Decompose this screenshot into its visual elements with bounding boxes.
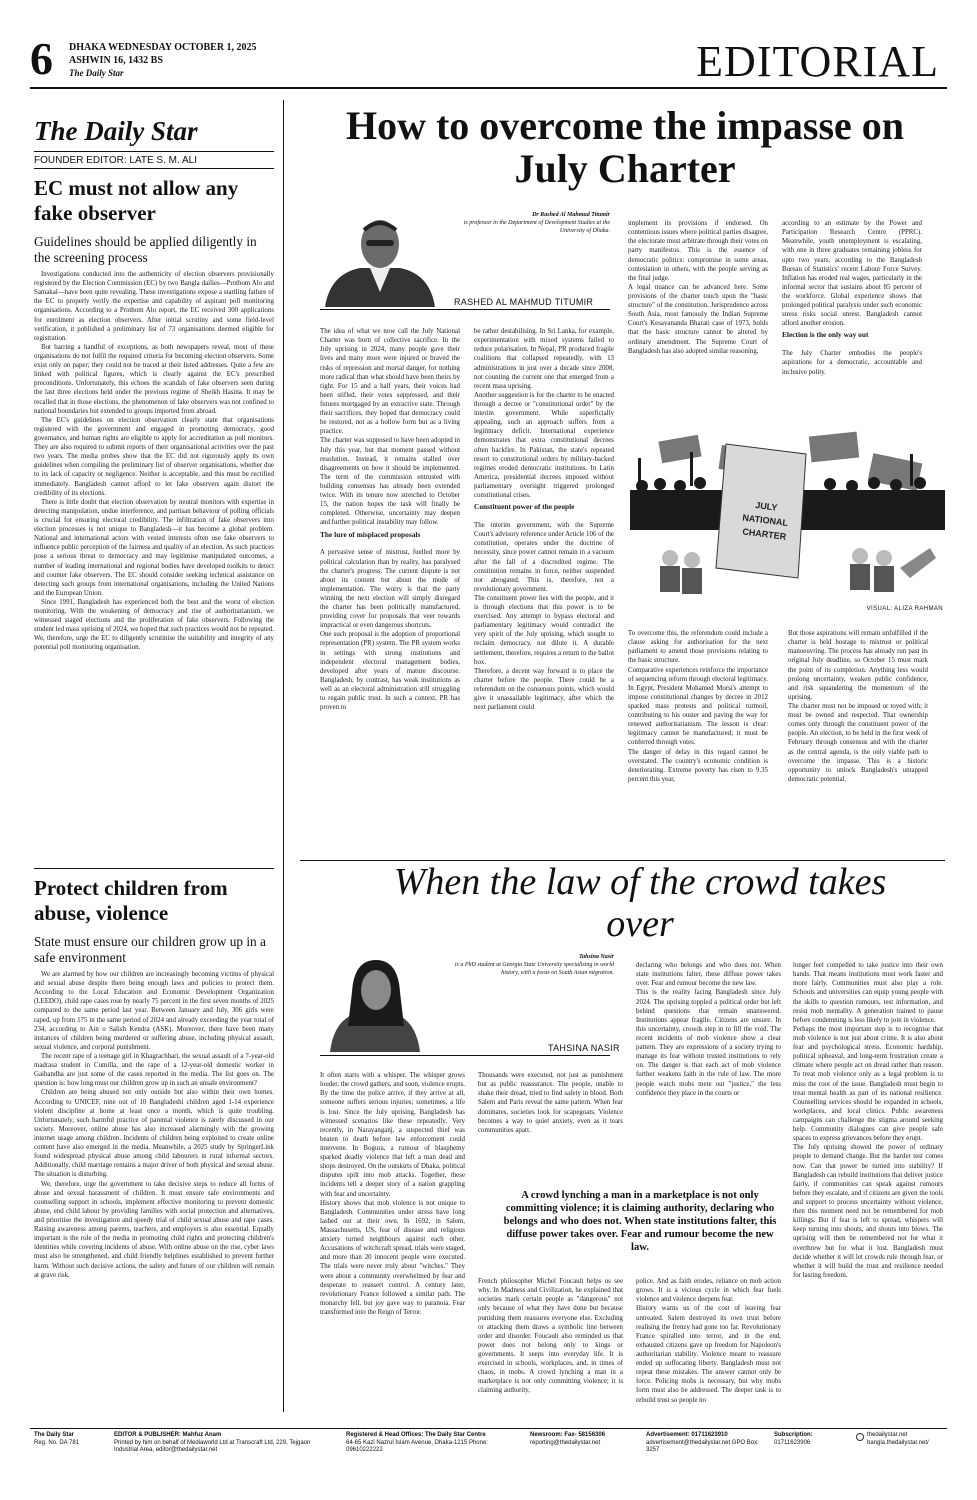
footer-sub-title: Subscription: [774, 1432, 813, 1438]
article2-col4 [793, 952, 943, 1420]
article1-col2b-text: The interim government, with the Supreme Court's advisory reference under Article 106 of the constitution, operates under the doctrine of necessity, since power cannot remain in a vacuum after the fall of a discredited regime. The constitution remains in force, neither suspended nor abrogated. This is, therefore, not a revolutionary government. The constituent power lies with the people, and it is through elections that this power is to be exercised. Any attempt to bypass electoral and parliamentary legitimacy would contradict the very spirit of the July uprising, which sought to reclaim democracy, not dilute it. A durable settlement, therefore, requires a return to the ballot box. Therefore, a decent way forward is to place the charter before the people. There could be a referendum on the consensus points, which would give it unassailable legitimacy, after which the next parliament could [474, 522, 614, 712]
article1-col1-text: The idea of what we now call the July National Charter was born of collective sacrifice. In the July uprising in 2024, many people gave their lives and many more were injured or braved the risks of repression and mortal danger, for nothing more radical than what should have been theirs by right. For 15 and a half years, their voices had been stifled, their votes suppressed, and their futures mortgaged by an extractive state. Through their sacrifices, they hoped that democracy could be restored, not as a hollow form but as a living practice. The charter was supposed to have been adopted in July this year, but that moment passed without resolution. Instead, it remains stalled over disagreements on how it should be implemented. The term of the commission entrusted with building consensus has already been extended twice. With its tenure now stretched to October 15, the nation hopes the task will finally be completed. Otherwise, uncertainty may deepen and further political instability may follow. [320, 328, 460, 527]
byline2-rule [320, 1055, 610, 1056]
footer-col-editor [114, 1432, 324, 1455]
page-number: 6 [30, 33, 53, 84]
byline1-rule [320, 309, 610, 310]
masthead-rule [30, 87, 947, 89]
article1-headline: How to overcome the impasse on July Charter [345, 103, 905, 192]
svg-text:NATIONAL: NATIONAL [741, 512, 789, 528]
article1-col1 [320, 318, 460, 866]
editorial1-title: EC must not allow any fake observer [34, 176, 239, 225]
editorial1-para: There is little doubt that election observation by neutral monitors with expertise in detecting manipulation, undue interference, and partisan behaviour of polling officials is crucial for ensuring electoral credibility. The infiltration of fake observers into election processes is not unique to Bangladesh—it has become a global problem. National and international actors with vested interests often use fake observers to influence public perception of the fairness and quality of an election. As such practices pose a serious threat to democracy and may legitimise manipulated outcomes, a number of leading international and regional bodies have developed toolkits to detect and counter fake observers. The EC should consider seeking technical assistance on detecting such groups from international organisations, including the United Nations and the European Union. [34, 498, 274, 597]
editorial2-para: We are alarmed by how our children are increasingly becoming victims of physical and sexual abuse despite there being enough laws and policies to protect them. According to the Local Education and Economic Development Organization (LEEDO), child rape cases rose by nearly 75 percent in the first seven months of 2025 compared to the same period last year. Between January and July, 306 girls were raped, up from 175 in the same period of 2024 and already exceeding the year total of 234, according to Ain o Salish Kendra (ASK). Moreover, there have been many instances of children being murdered or suffering abuse, including physical assault, sexual violence, and corporal punishment. [34, 971, 274, 1051]
founder-editor: FOUNDER EDITOR: LATE S. M. ALI [34, 155, 197, 166]
editorial2-title: Protect children from abuse, violence [34, 876, 228, 925]
founder-rule [34, 168, 274, 169]
footer-editor-title: EDITOR & PUBLISHER: Mahfuz Anam [114, 1432, 222, 1438]
newspaper-logo: The Daily Star [34, 116, 198, 146]
footer-editor-text: Printed by him on behalf of Mediaworld Ltd at Transcraft Ltd, 229, Tejgaon Industrial Area, editor@thedailystar.net [114, 1439, 311, 1453]
author1-bio-text: is professor in the Department of Development Studies at the University of Dhaka. [463, 219, 610, 234]
article1-col4c [788, 620, 928, 866]
visual-credit: VISUAL: ALIZA RAHMAN [866, 606, 943, 612]
dateline: DHAKA WEDNESDAY OCTOBER 1, 2025 [69, 42, 257, 53]
footer-col-subscription [774, 1432, 854, 1447]
article2-col3-text: declaring who belongs and who does not. When state institutions falter, these diffuse power takes over. Fear and rumour become the new law. This is the reality facing Bangladesh since July 2024. The uprising toppled a political order but left behind questions that remain unanswered. Institutions appear fragile. Citizens are unsure. In this uncertainty, crowds step in to fill the void. The recent incidents of mob violence show a clear pattern. They are expressions of a society trying to manage its fear without trusted institutions to rely on. The danger is that each act of mob violence further weakens faith in the rule of law. The more people watch mobs mete out "justice," the less confidence they place in the courts or [636, 962, 781, 1097]
article1-subhead-constituent: Constituent power of the people [474, 502, 575, 512]
footer-ad-title: Advertisement: 01711623910 [646, 1432, 728, 1438]
author1-photo [320, 212, 440, 307]
editorial1-para: The EC's guidelines on election observation clearly state that organisations registered with the government and engaged in promoting democracy, good governance, and human rights are eligible to apply for accreditation as poll monitors. They are also required to submit reports of their organisational activities over the past two years. The media probes show that the EC did not rigorously apply its own guidelines when compiling the preliminary list of observer organisations, whether due to its lack of capacity or negligence. Neither is acceptable, and this must be rectified immediately. Bangladesh cannot afford to let fake observers again distort the credibility of its elections. [34, 416, 274, 497]
svg-text:JULY: JULY [754, 500, 778, 513]
editorial1-para: But barring a handful of exceptions, as both newspapers reveal, most of these organisations do not fulfil the required criteria for becoming election observers. Some exist only on paper; they could not be traced at their listed addresses. Quite a few are linked with political figures, which is clearly against the EC's prescribed preconditions. Unfortunately, this echoes the scandals of fake observers seen during the last three elections held under the previous regime of Sheikh Hasina. It may be recalled that in those elections, the phenomenon of fake observers was not confined to national boundaries but extended to groups imported from abroad. [34, 343, 274, 415]
footer-office-text: 64-65 Kazi Nazrul Islam Avenue, Dhaka-1215 Phone: 09610222222 [346, 1439, 488, 1453]
section-title: EDITORIAL [696, 37, 939, 86]
footer-paper-reg: Reg. No. DA 781 [34, 1439, 80, 1446]
pullquote: A crowd lynching a man in a marketplace is not only committing violence; it is claiming authority, declaring who belongs and who does not. When state institutions falter, this diffuse power takes over. Fear and rumour become the new law. [503, 1190, 777, 1253]
footer-office-title: Registered & Head Offices: The Daily Star Centre [346, 1432, 486, 1438]
footer-rule [30, 1428, 947, 1429]
svg-text:CHARTER: CHARTER [741, 526, 787, 542]
editorial2-subtitle: State must ensure our children grow up in a safe environment [34, 934, 266, 965]
editorial1-para: Investigations conducted into the authenticity of election observers provisionally registered by the Election Commission (EC) by two Bangla dailies—Prothom Alo and Samakal—have been quite revealing. These investigations expose a startling failure of the EC to properly verify the expertise and capability of aspirant poll monitoring organisations. According to a Prothom Alo report, the EC received 300 applications for enrolment as election observers. After initial scrutiny and some field-level verification, it published a preliminary list of 73 organisations deemed eligible for registration. [34, 271, 274, 342]
author2-bio-name: Tahsina Nasir [579, 954, 614, 960]
article1-col3-text: implement its provisions if endorsed. On contentious issues where political parties disagree, the electorate must arbitrate through their votes on party manifestos. This is the essence of democratic politics: compromise in some areas, contestation in others, with the people serving as the final judge. A legal nuance can be advanced here. Some provisions of the charter touch upon the "basic structure" of the constitution. Jurisprudence across South Asia, most famously the Indian Supreme Court's Kesavananda Bharati case of 1973, holds that the basic structure cannot be altered by ordinary amendment. The Supreme Court of Bangladesh has also adopted similar reasoning. [628, 220, 768, 355]
article2-col1 [320, 1062, 465, 1422]
article2-col2b-text: French philosopher Michel Foucault helps us see why. In Madness and Civilization, he explained that societies mark certain people as "dangerous" not only because of what they have done but because punishing them reassures everyone else. Excluding or attacking them draws a symbolic line between order and disorder. Foucault also reminded us that power does not belong only to kings or governments. It seeps into everyday life. It is exercised in schools, workplaces, and, in times of chaos, in mobs. A crowd lynching a man in a marketplace is not only committing violence; it is claiming authority, [478, 1278, 623, 1395]
author2-bio [444, 954, 614, 977]
editorial1-para: Since 1991, Bangladesh has experienced both the best and the worst of election monitoring. With the weakening of democracy and rise of authoritarianism, we witnessed staged elections and the proliferation of fake observers. Following the student led mass uprising of 2024, we hoped that such practices would not be repeated. We, therefore, urge the EC to diligently scrutinise the suitability and integrity of any potential poll monitoring organisation. [34, 598, 274, 652]
july-charter-illustration [630, 428, 945, 604]
footer-col-office [346, 1432, 521, 1455]
editorial-divider [34, 868, 274, 869]
globe-icon [856, 1433, 864, 1441]
article2-col2-text: Thousands were executed, not just as punishment but as public reassurance. The people, unable to shake their dread, tried to find safety in blood. Both Salem and Paris reveal the same pattern. When fear dominates, societies look for scapegoats. Violence becomes a way to quiet anxiety, even as it tears communities apart. [478, 1072, 623, 1134]
small-logo: The Daily Star [69, 68, 124, 78]
editorial1-body [34, 270, 274, 862]
article1-col2 [474, 318, 614, 866]
footer-col-newsroom [530, 1432, 640, 1447]
author1-bio [440, 212, 610, 235]
editorial2-para: Children are being abused not only outside but also within their own homes. According to UNICEF, nine out of 10 Bangladeshi children aged 1-14 experience violent discipline at home at least once a month, which is quite troubling. Unfortunately, such harmful practice of parental violence is rarely discussed in our society. Moreover, online abuse has also increased alarmingly with the growing internet usage among children. Incidents of children being exploited to create online content have also emerged in the media. Meanwhile, a 2025 study by SpringerLink found widespread physical abuse among child labourers in rural informal sectors. Additionally, child marriage remains a major driver of both physical and sexual abuse. The situation is disturbing. [34, 1089, 274, 1179]
editorial1-subtitle: Guidelines should be applied diligently in the screening process [34, 234, 257, 265]
footer [34, 1432, 944, 1462]
editorial2-para: We, therefore, urge the government to take decisive steps to reduce all forms of abuse and sexual harassment of children. It must ensure safe environments and counselling support in schools, implement effective monitoring to prevent domestic abuse, end child labour by providing families with social protection and alternatives, and prioritise the investigation and speedy trial of child sexual abuse and rape cases. Raising awareness among parents, teachers, and employers is also essential. Equally important is the role of the media in promoting child rights and protecting children's identities while covering incidents of abuse. With online abuse on the rise, cyber laws must also be strengthened, and child friendly helplines established to prevent further harm. Without such decisive actions, the safety and future of our children will remain at grave risk. [34, 1180, 274, 1279]
footer-web-text: thedailystar.net bangla.thedailystar.net/ [867, 1432, 929, 1446]
article2-col2 [478, 1062, 623, 1174]
article2-col3b-text: police. And as faith erodes, reliance on mob action grows. It is a vicious cycle in which fear fuels violence and violence deepens fear. History warns us of the cost of leaving fear untreated. Salem destroyed its own trust before realising the frenzy had gone too far. Revolutionary France spiralled into terror, and in the end, exhausted citizens gave up freedom for Napoleon's authoritarian stability. Violence meant to reassure ended up suffocating liberty. Bangladesh must not repeat these mistakes. The answer cannot only be force. Policing mobs is necessary, but why mobs form must also be addressed. The deeper task is to rebuild trust so people no [636, 1278, 781, 1404]
article1-subhead-election: Election is the only way out [782, 330, 869, 340]
footer-ad-text: advertisement@thedailystar.net GPO Box: 3257 [646, 1439, 759, 1453]
footer-col-web [856, 1432, 944, 1447]
author2-bio-text: is a PhD student at Georgia State University specialising in world history, with a focus on South Asian migration. [454, 961, 614, 976]
footer-col-paper [34, 1432, 112, 1447]
author1-byline: RASHED AL MAHMUD TITUMIR [454, 297, 594, 307]
footer-newsroom-title: Newsroom: Fax- 58156306 [530, 1432, 606, 1438]
author2-byline: TAHSINA NASIR [548, 1043, 620, 1053]
editorial2-body [34, 970, 274, 1406]
author2-photo [320, 952, 430, 1052]
column-divider [283, 100, 284, 1412]
article1-col4 [782, 210, 922, 420]
article1-col3b [628, 620, 768, 866]
footer-col-advertisement [646, 1432, 766, 1455]
bangla-date: ASHWIN 16, 1432 BS [69, 55, 163, 66]
footer-sub-text: 01711623906 [774, 1439, 811, 1446]
article2-headline: When the law of the crowd takes over [393, 861, 887, 945]
article1-subhead-lure: The lure of misplaced proposals [320, 529, 421, 539]
footer-newsroom-text: reporting@thedailystar.net [530, 1439, 601, 1446]
article1-col4b-text: The July Charter embodies the people's aspirations for a democratic, accountable and inclusive polity. [782, 350, 922, 376]
article2-col4-text: longer feel compelled to take justice into their own hands. That means institutions must work faster and more fairly. Communities must also play a role. Schools and universities can equip young people with the skills to question rumours, test information, and resist mob mentality. A generation trained to pause before condemning is less likely to join in violence. Perhaps the most important step is to recognise that mob violence is not just about crime. It is also about fear and psychological stress. Economic hardship, political upheaval, and long-term frustration create a climate where people act on dread rather than reason. To treat mob violence only as a legal problem is to miss the root of the issue. Bangladesh must begin to treat mental health as part of its national resilience. Counselling services should be expanded in schools, workplaces, and local clinics. Public awareness campaigns can challenge the stigma around seeking help. Community dialogues can give people safe spaces to express grievances before they erupt. The July uprising showed the power of ordinary people to demand change. But the harder test comes now. Can that power be turned into stability? If Bangladesh can rebuild institutions that deliver justice fairly, if communities can speak against rumours before they escalate, and if citizens are given the tools and support to process uncertainty without violence, then this moment need not be remembered for mob killings. But if fear is left to spread, whispers will keep turning into shouts, and shouts into blows. The uprising will then be remembered not for what it overthrew but for what it lost. Bangladesh must decide whether it will let crowds rule through fear, or whether it will build the trust and resilience needed for lasting freedom. [793, 962, 943, 1279]
logo-rule [34, 151, 274, 152]
article2-col2b [478, 1268, 623, 1422]
author1-bio-name: Dr Rashed Al Mahmud Titumir [532, 212, 610, 218]
article1-col4-text: according to an estimate by the Power and Participation Research Centre (PPRC). Meanwhile, youth unemployment is escalating, with one in three graduates remaining jobless for upto two years, according to the Bangladesh Bureau of Statistics' recent Labour Force Survey. Inflation has eroded real wages, particularly in the informal sector that sustains about 85 percent of the workforce. Global experience shows that prolonged political paralysis under such economic stress risks social unrest. Bangladesh cannot afford another erosion. [782, 220, 922, 328]
article2-col1-text: It often starts with a whisper. The whisper grows louder, the crowd gathers, and soon, violence erupts. By the time the police arrive, if they arrive at all, someone suffers serious injuries; sometimes, a life is lost. Since the July uprising, Bangladesh has witnessed scenarios like these repeatedly. Very recently, in Narayanganj, a suspected thief was beaten to death before law enforcement could intervene. In Bogura, a rumour of blasphemy sparked deadly violence that left a man dead and shops destroyed. On the outskirts of Dhaka, political disputes spilt into mob attacks. Together, these incidents tell a deeper story of a nation grappling with fear and uncertainty. History shows that mob violence is not unique to Bangladesh. Communities under stress have long lashed out at their own. In 1692, in Salem, Massachusetts, US, fear of disease and religious anxiety turned neighbours against each other. Accusations of witchcraft spread, trials were staged, and more than 20 innocent people were executed. The trials were never truly about "witches." They were about a community overwhelmed by fear and desperate to reassert control. A century later, revolutionary France followed a similar path. The monarchy fell, but joy gave way to paranoia. Fear transformed into the Reign of Terror. [320, 1072, 465, 1316]
article1-col2-text: be rather destabilising. In Sri Lanka, for example, experimentation with mixed systems failed to reduce polarisation. In Nepal, PR produced fragile coalitions that collapsed repeatedly, with 13 administrations in just over a decade since 2008, not counting the current one that emerged from a recent mass uprising. Another suggestion is for the charter to be enacted through a decree or "constitutional order" by the interim government. While superficially appealing, such an approach suffers from a legitimacy deficit. International experience demonstrates that extra constitutional decrees often backfire. In Pakistan, the state's repeated resort to constitutional orders by military-backed regimes eroded democratic institutions. In Latin America, presidential decrees imposed without parliamentary oversight triggered prolonged constitutional crises. [474, 328, 614, 500]
article1-col4c-text: But those aspirations will remain unfulfilled if the charter is held hostage to mistrust or political manoeuvring. The process has already run past its original July deadline, so October 15 must mark the point of its completion. Anything less would prolong uncertainty, weaken public confidence, and risk squandering the momentum of the uprising. The charter must not be imposed or toyed with; it must be owned and respected. That ownership comes only through the constituent power of the people. An election, to be held in the first week of February through consensus and with the charter as the central agenda, is the only viable path to overcome the impasse. This is a historic opportunity to unlock Bangladesh's untapped democratic potential. [788, 630, 928, 783]
article1-col3b-text: To overcome this, the referendum could include a clause asking for authorisation for the next parliament to amend those provisions relating to the basic structure. Comparative experiences reinforce the importance of sequencing reform through electoral legitimacy. In Egypt, President Mohamed Morsi's attempt to impose constitutional changes by decree in 2012 sparked mass protests and political turmoil, contributing to his ouster and paving the way for renewed authoritarianism. The lesson is clear: legitimacy cannot be manufactured; it must be conferred through votes. The danger of delay in this regard cannot be overstated. The country's economic condition is deteriorating. Extreme poverty has risen to 9.35 percent this year, [628, 630, 768, 783]
article2-col3 [636, 952, 781, 1174]
footer-paper-title: The Daily Star [34, 1432, 75, 1438]
article1-col3 [628, 210, 768, 420]
article2-col3b [636, 1268, 781, 1422]
editorial2-para: The recent rape of a teenage girl in Khagrachhari, the sexual assault of a 7-year-old madrasa student in Cumilla, and the rape of a 12-year-old domestic worker in Gaibandha are just some of the cases reported in the media. The list goes on. The question is: how long must our children grow up in such an unsafe environment? [34, 1052, 274, 1088]
article1-col1b-text: A pervasive sense of mistrust, fuelled more by political calculation than by reality, has paralysed the charter's progress. The current dispute is not about its content but about the mode of implementation. The worry is that the party winning the next election will simply disregard the charter has been politically manufactured, providing cover for proposals that veer towards impractical or even dangerous shortcuts. One such proposal is the adoption of proportional representation (PR) system. The PR system works in settings with strong institutions and independent electoral management bodies, developed after years of mature discourse. Bangladesh, by contrast, has weak institutions as well as an electoral administration still struggling to regain public trust. In such a context, PR has proven to [320, 549, 460, 712]
